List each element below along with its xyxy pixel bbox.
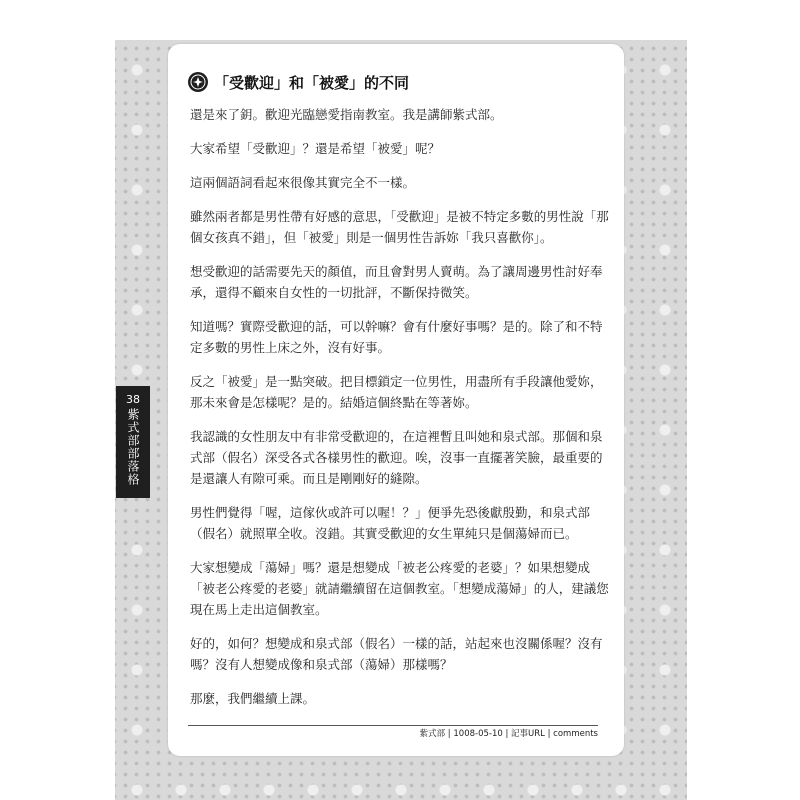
paragraph: 男性們覺得「喔，這傢伙或許可以喔！？」便爭先恐後獻殷勤，和泉式部（假名）就照單全收。沒錯。其實受歡迎的女生單純只是個蕩婦而已。 <box>190 505 591 541</box>
paragraph: 好的，如何？想變成和泉式部（假名）一樣的話，站起來也沒關係喔？沒有嗎？沒有人想變成像和泉式部（蕩婦）那樣嗎？ <box>190 636 603 672</box>
paragraph: 反之「被愛」是一點突破。把目標鎖定一位男性，用盡所有手段讓他愛妳，那未來會是怎樣呢？是的。結婚這個終點在等著妳。 <box>190 374 603 410</box>
article-heading <box>188 70 409 94</box>
paragraph: 想受歡迎的話需要先天的顏值，而且會對男人賣萌。為了讓周邊男性討好奉承，還得不顧來自女性的一切批評，不斷保持微笑。 <box>190 264 603 300</box>
footer-divider <box>188 725 598 726</box>
page-number: 38 <box>126 393 140 406</box>
side-tab <box>116 386 150 498</box>
paragraph: 這兩個語詞看起來很像其實完全不一樣。 <box>190 175 416 190</box>
paragraph: 知道嗎？實際受歡迎的話，可以幹嘛？會有什麼好事嗎？是的。除了和不特定多數的男性上床之外，沒有好事。 <box>190 319 603 355</box>
article-title: 「受歡迎」和「被愛」的不同 <box>214 73 410 92</box>
paragraph: 大家希望「受歡迎」？還是希望「被愛」呢？ <box>190 141 441 156</box>
article-body <box>190 104 610 722</box>
paragraph: 雖然兩者都是男性帶有好感的意思，「受歡迎」是被不特定多數的男性說「那個女孩真不錯」，但「被愛」則是一個男性告訴妳「我只喜歡你」。 <box>190 209 609 245</box>
paragraph: 那麼，我們繼續上課。 <box>190 691 316 706</box>
paragraph: 我認識的女性朋友中有非常受歡迎的，在這裡暫且叫她和泉式部。那個和泉式部（假名）深受各式各樣男性的歡迎。唉，沒事一直擺著笑臉，最重要的是還讓人有隙可乘。而且是剛剛好的縫隙。 <box>190 429 603 486</box>
paragraph: 大家想變成「蕩婦」嗎？還是想變成「被老公疼愛的老婆」？如果想變成「被老公疼愛的老婆」就請繼續留在這個教室。「想變成蕩婦」的人，建議您現在馬上走出這個教室。 <box>190 560 609 617</box>
post-footer: 紫式部 | 1008-05-10 | 記事URL | comments <box>419 729 598 739</box>
flower-crest-icon <box>188 72 208 92</box>
section-label: 紫式部部落格 <box>126 408 140 486</box>
paragraph: 還是來了鈅。歡迎光臨戀愛指南教室。我是講師紫式部。 <box>190 107 503 122</box>
